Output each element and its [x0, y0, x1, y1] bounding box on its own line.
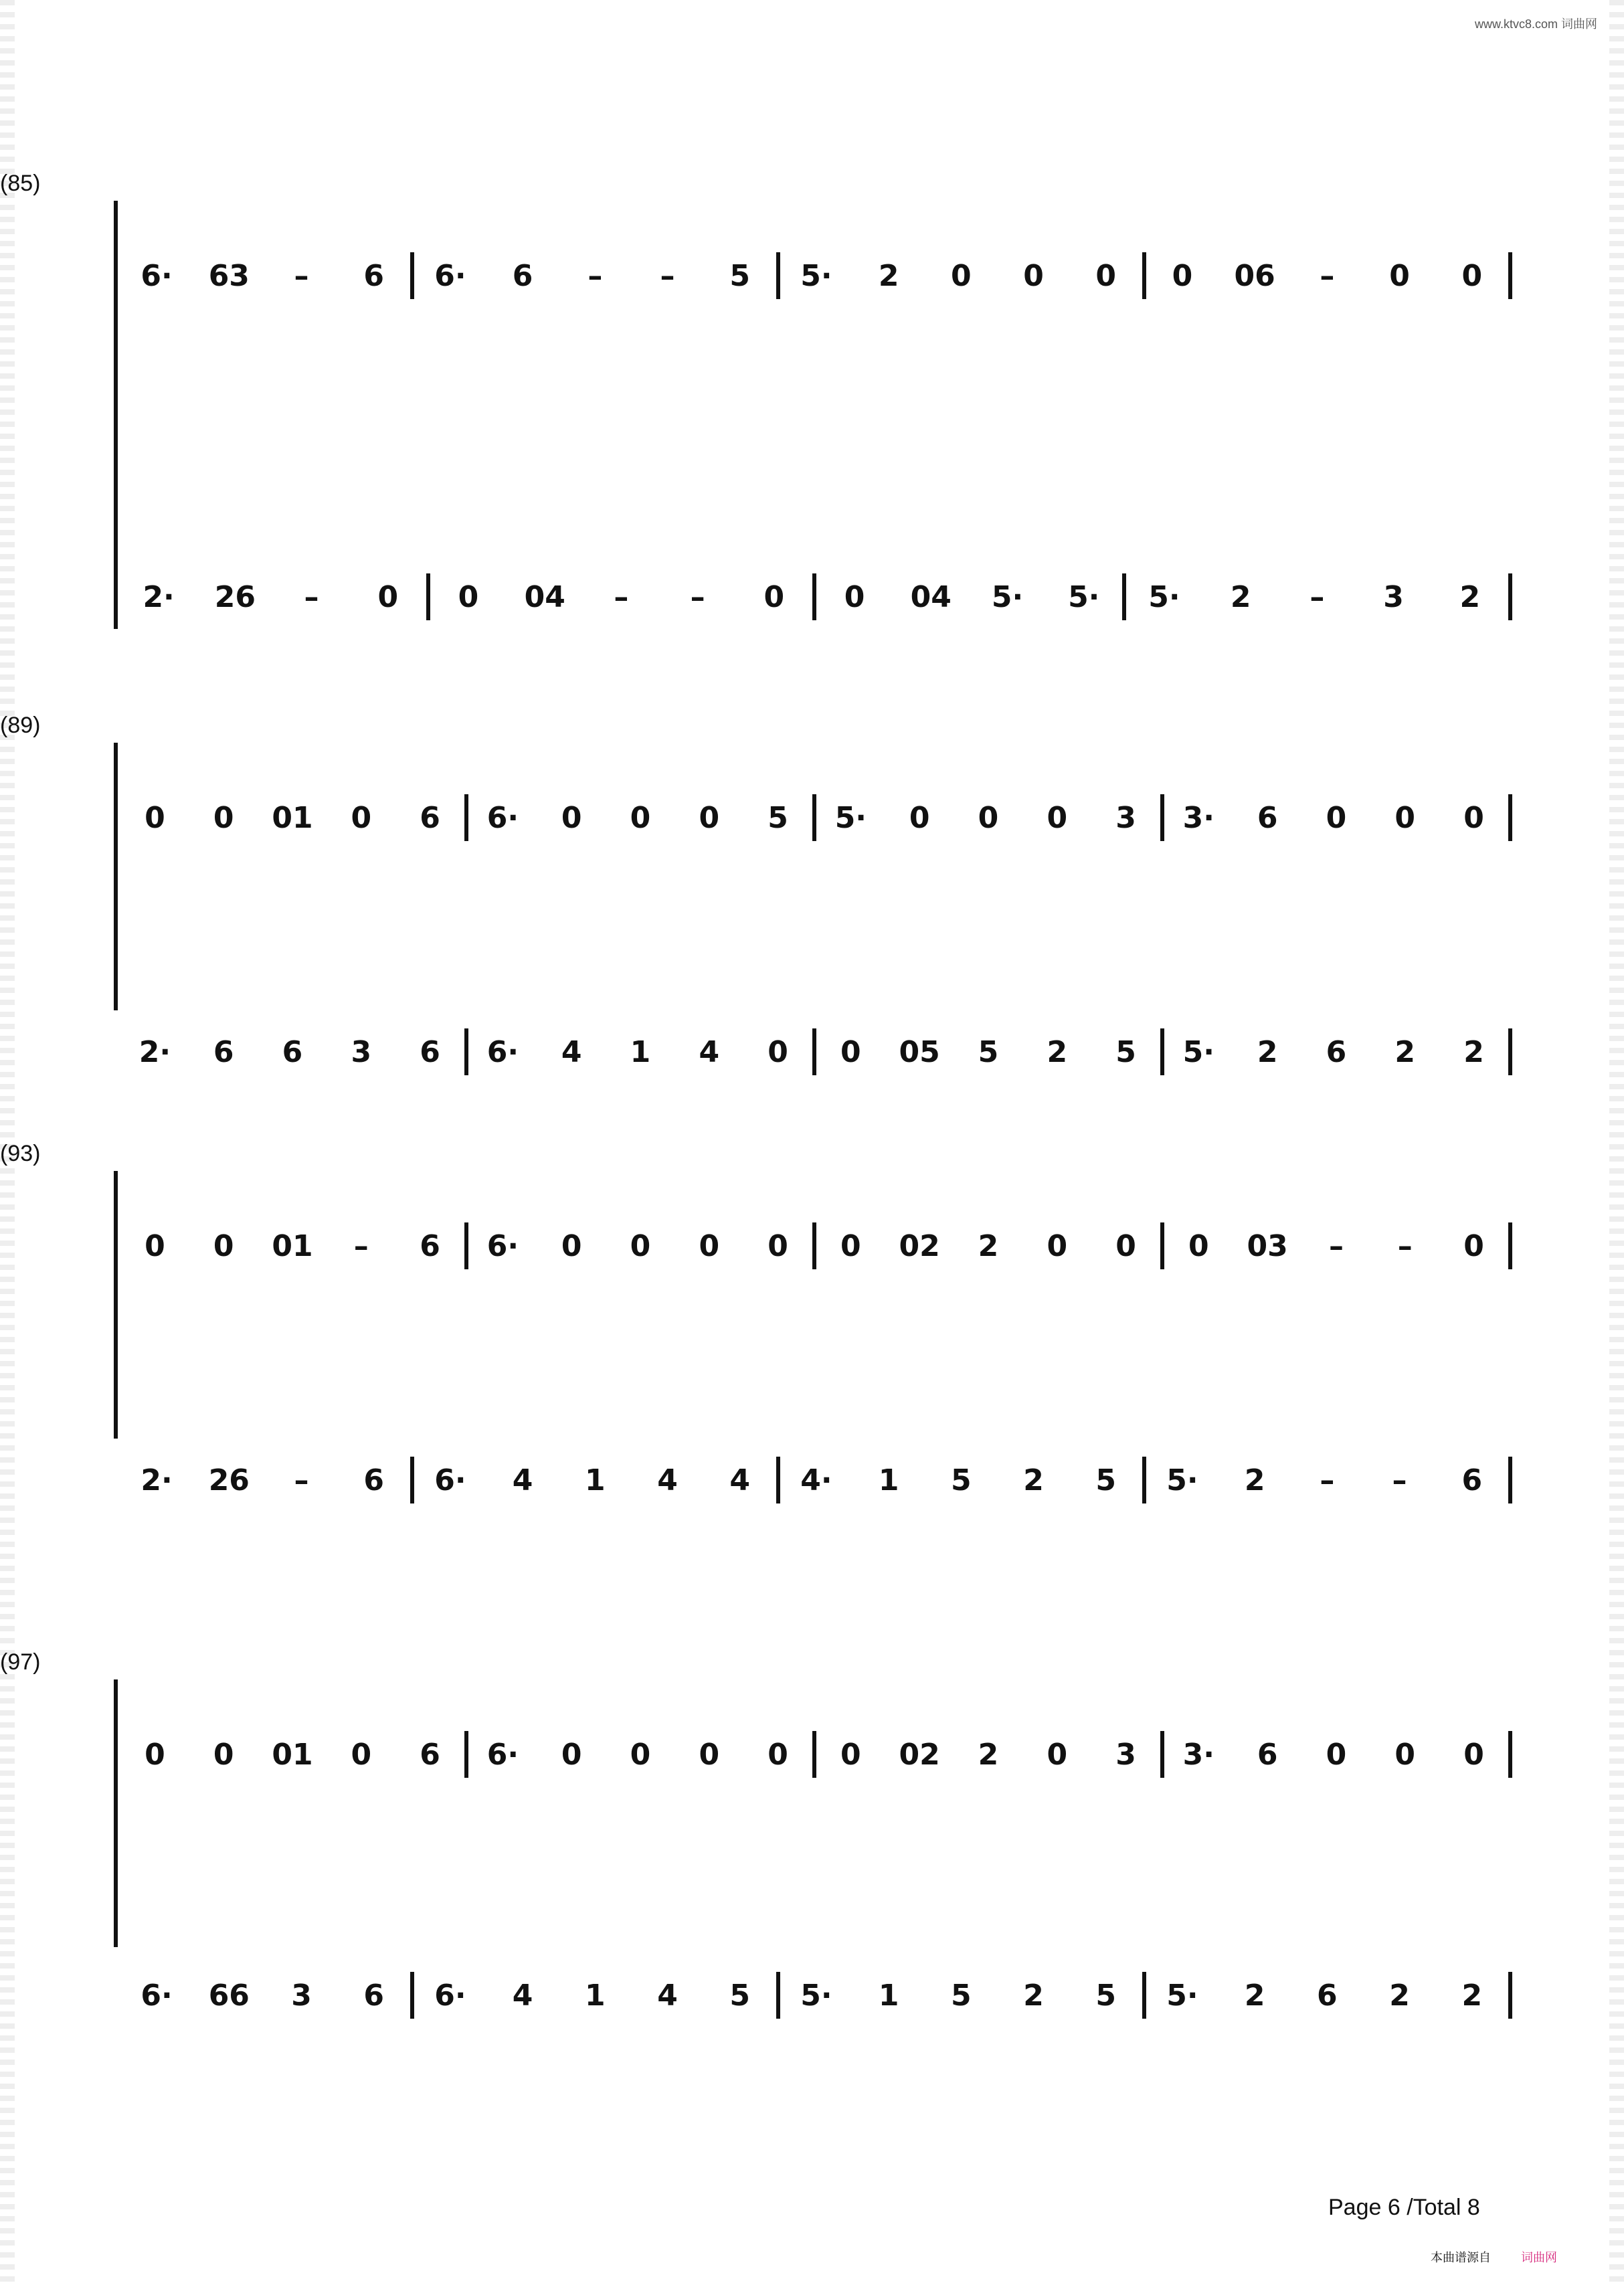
note: 0: [1095, 258, 1117, 293]
note: 6: [420, 1034, 440, 1069]
note: 02: [899, 1737, 940, 1772]
note: 6·: [141, 1978, 173, 2013]
note: 3·: [1182, 800, 1215, 835]
note: 2: [1047, 1034, 1068, 1069]
note: 0: [1463, 800, 1484, 835]
score-system: [0, 713, 1512, 1117]
note: 0: [351, 1737, 372, 1772]
note: 0: [377, 579, 399, 614]
note: 6: [420, 1737, 440, 1772]
site-header: www.ktvc8.com 词曲网: [1474, 17, 1597, 31]
bar-line: [1508, 794, 1512, 841]
measure-number: (97): [0, 1649, 41, 1675]
note: 0: [630, 1228, 651, 1263]
note: 5: [768, 800, 788, 835]
note: 01: [272, 1737, 313, 1772]
note: 6: [213, 1034, 234, 1069]
note: 6·: [434, 1978, 466, 2013]
note: 0: [1463, 1737, 1484, 1772]
note: 5·: [1068, 579, 1100, 614]
note: 1: [878, 1463, 899, 1497]
note: 0: [213, 1737, 234, 1772]
note: 5·: [1148, 579, 1180, 614]
note: 6: [363, 1463, 385, 1497]
note: 0: [630, 800, 651, 835]
bar-line: [1508, 573, 1512, 620]
note: –: [1320, 258, 1335, 293]
note: 5·: [1166, 1978, 1198, 2013]
note: 0: [1047, 1228, 1068, 1263]
note: 0: [1023, 258, 1044, 293]
measure-number: (89): [0, 713, 41, 738]
note: 6: [1461, 1463, 1483, 1497]
note: 0: [458, 579, 479, 614]
note: 0: [145, 1228, 165, 1263]
note: 6: [363, 1978, 385, 2013]
note: 2: [1244, 1463, 1265, 1497]
system-bracket: [114, 1171, 118, 1439]
note: –: [294, 1463, 309, 1497]
note: 0: [213, 1228, 234, 1263]
note: –: [690, 579, 705, 614]
note: 6: [1257, 1737, 1278, 1772]
note: 0: [1394, 800, 1416, 835]
note: 0: [1047, 800, 1068, 835]
note: 63: [208, 258, 250, 293]
note: 5·: [991, 579, 1024, 614]
note: 0: [351, 800, 372, 835]
bar-line: [1508, 1731, 1512, 1778]
note: 2: [1394, 1034, 1416, 1069]
note: 05: [899, 1034, 940, 1069]
note: 5: [1095, 1978, 1117, 2013]
note: 6·: [486, 1228, 519, 1263]
right-watermark-strip: [1609, 0, 1624, 2283]
system-bracket: [114, 743, 118, 1010]
note: –: [294, 258, 309, 293]
note: 0: [145, 800, 165, 835]
note: 1: [585, 1978, 606, 2013]
note: 0: [1461, 258, 1483, 293]
note: 0: [909, 800, 930, 835]
note: 2: [978, 1228, 999, 1263]
note: 0: [630, 1737, 651, 1772]
page-indicator: Page 6 /Total 8: [1328, 2195, 1480, 2220]
note: 1: [878, 1978, 899, 2013]
upper-staff: [120, 1224, 1512, 1267]
note: 1: [585, 1463, 606, 1497]
note: 0: [1389, 258, 1410, 293]
note: 5: [951, 1978, 972, 2013]
note: 6: [1317, 1978, 1338, 2013]
note: –: [1320, 1463, 1335, 1497]
note: 0: [1394, 1737, 1416, 1772]
note: 0: [840, 1228, 861, 1263]
note: –: [353, 1228, 369, 1263]
note: –: [304, 579, 319, 614]
note: 04: [910, 579, 952, 614]
note: 26: [214, 579, 256, 614]
note: –: [1392, 1463, 1407, 1497]
note: 2·: [143, 579, 175, 614]
note: 2·: [141, 1463, 173, 1497]
note: 0: [561, 1737, 582, 1772]
note: 2: [1463, 1034, 1484, 1069]
bar-line: [1508, 1028, 1512, 1075]
note: 6: [1326, 1034, 1347, 1069]
note: 0: [763, 579, 785, 614]
note: 3·: [1182, 1737, 1215, 1772]
note: 0: [978, 800, 999, 835]
score-system: [0, 1141, 1512, 1546]
note: 0: [840, 1034, 861, 1069]
note: 6·: [486, 1737, 519, 1772]
note: 3: [1383, 579, 1404, 614]
note: 6: [282, 1034, 303, 1069]
note: 4: [657, 1978, 678, 2013]
note: 4: [729, 1463, 751, 1497]
note: 0: [699, 800, 720, 835]
note: 4: [699, 1034, 720, 1069]
note: 0: [768, 1228, 788, 1263]
lower-staff: [120, 575, 1512, 618]
upper-staff: [120, 1733, 1512, 1776]
note: –: [1310, 579, 1325, 614]
note: 2: [1230, 579, 1251, 614]
note: 0: [1172, 258, 1193, 293]
lower-staff: [120, 1459, 1512, 1501]
footer-logo: 词曲网: [1521, 2251, 1557, 2264]
upper-staff: [120, 796, 1512, 839]
note: 6: [420, 1228, 440, 1263]
measure-number: (85): [0, 171, 41, 196]
lower-staff: [120, 1030, 1512, 1073]
note: 0: [1326, 1737, 1347, 1772]
note: 5·: [800, 1978, 832, 2013]
note: 0: [951, 258, 972, 293]
note: 5: [1115, 1034, 1136, 1069]
note: 6: [512, 258, 533, 293]
note: 3: [291, 1978, 312, 2013]
note: 0: [1115, 1228, 1136, 1263]
note: 01: [272, 800, 313, 835]
note: 02: [899, 1228, 940, 1263]
note: 0: [145, 1737, 165, 1772]
bar-line: [1508, 1457, 1512, 1503]
bar-line: [1508, 1972, 1512, 2019]
note: 0: [1188, 1228, 1209, 1263]
note: 0: [1326, 800, 1347, 835]
note: 5·: [800, 258, 832, 293]
note: 6·: [486, 800, 519, 835]
note: –: [588, 258, 603, 293]
note: 0: [1047, 1737, 1068, 1772]
note: 4: [561, 1034, 582, 1069]
note: 0: [561, 800, 582, 835]
note: 1: [630, 1034, 651, 1069]
note: 3: [351, 1034, 372, 1069]
note: 0: [768, 1737, 788, 1772]
note: 3: [1115, 800, 1136, 835]
note: 0: [840, 1737, 861, 1772]
system-bracket: [114, 201, 118, 629]
note: 5: [978, 1034, 999, 1069]
score-system: [0, 171, 1512, 642]
note: 0: [768, 1034, 788, 1069]
note: 4: [512, 1463, 533, 1497]
note: 5: [1095, 1463, 1117, 1497]
note: 4·: [800, 1463, 832, 1497]
note: 2: [1023, 1978, 1044, 2013]
score-system: [0, 1649, 1512, 2054]
note: 2: [1244, 1978, 1265, 2013]
note: 04: [524, 579, 565, 614]
note: 2: [1023, 1463, 1044, 1497]
note: 2: [1461, 1978, 1483, 2013]
note: 6·: [486, 1034, 519, 1069]
note: 2: [1459, 579, 1481, 614]
note: 01: [272, 1228, 313, 1263]
lower-staff: [120, 1974, 1512, 2017]
note: 2: [878, 258, 899, 293]
note: 6·: [434, 1463, 466, 1497]
note: 3: [1115, 1737, 1136, 1772]
note: 0: [561, 1228, 582, 1263]
note: 5·: [834, 800, 867, 835]
note: 6: [1257, 800, 1278, 835]
note: 5: [729, 1978, 751, 2013]
note: 5: [951, 1463, 972, 1497]
note: –: [614, 579, 629, 614]
bar-line: [1508, 1222, 1512, 1269]
note: 5: [729, 258, 751, 293]
note: 66: [208, 1978, 250, 2013]
measure-number: (93): [0, 1141, 41, 1166]
note: 2·: [139, 1034, 171, 1069]
note: –: [1397, 1228, 1413, 1263]
note: 6: [420, 800, 440, 835]
system-bracket: [114, 1679, 118, 1947]
note: –: [1328, 1228, 1344, 1263]
note: 0: [699, 1737, 720, 1772]
note: 2: [1389, 1978, 1410, 2013]
note: 2: [1257, 1034, 1278, 1069]
note: 2: [978, 1737, 999, 1772]
note: 06: [1234, 258, 1275, 293]
upper-staff: [120, 254, 1512, 297]
note: 0: [213, 800, 234, 835]
note: 0: [844, 579, 865, 614]
footer-brand: [1431, 2248, 1557, 2266]
note: 0: [1463, 1228, 1484, 1263]
footer-source-text: 本曲谱源自: [1430, 2251, 1491, 2264]
note: –: [660, 258, 675, 293]
note: 0: [699, 1228, 720, 1263]
note: 4: [657, 1463, 678, 1497]
note: 5·: [1182, 1034, 1215, 1069]
note: 6·: [434, 258, 466, 293]
note: 4: [512, 1978, 533, 2013]
note: 6: [363, 258, 385, 293]
bar-line: [1508, 252, 1512, 299]
note: 5·: [1166, 1463, 1198, 1497]
note: 6·: [141, 258, 173, 293]
note: 03: [1247, 1228, 1288, 1263]
note: 26: [208, 1463, 250, 1497]
